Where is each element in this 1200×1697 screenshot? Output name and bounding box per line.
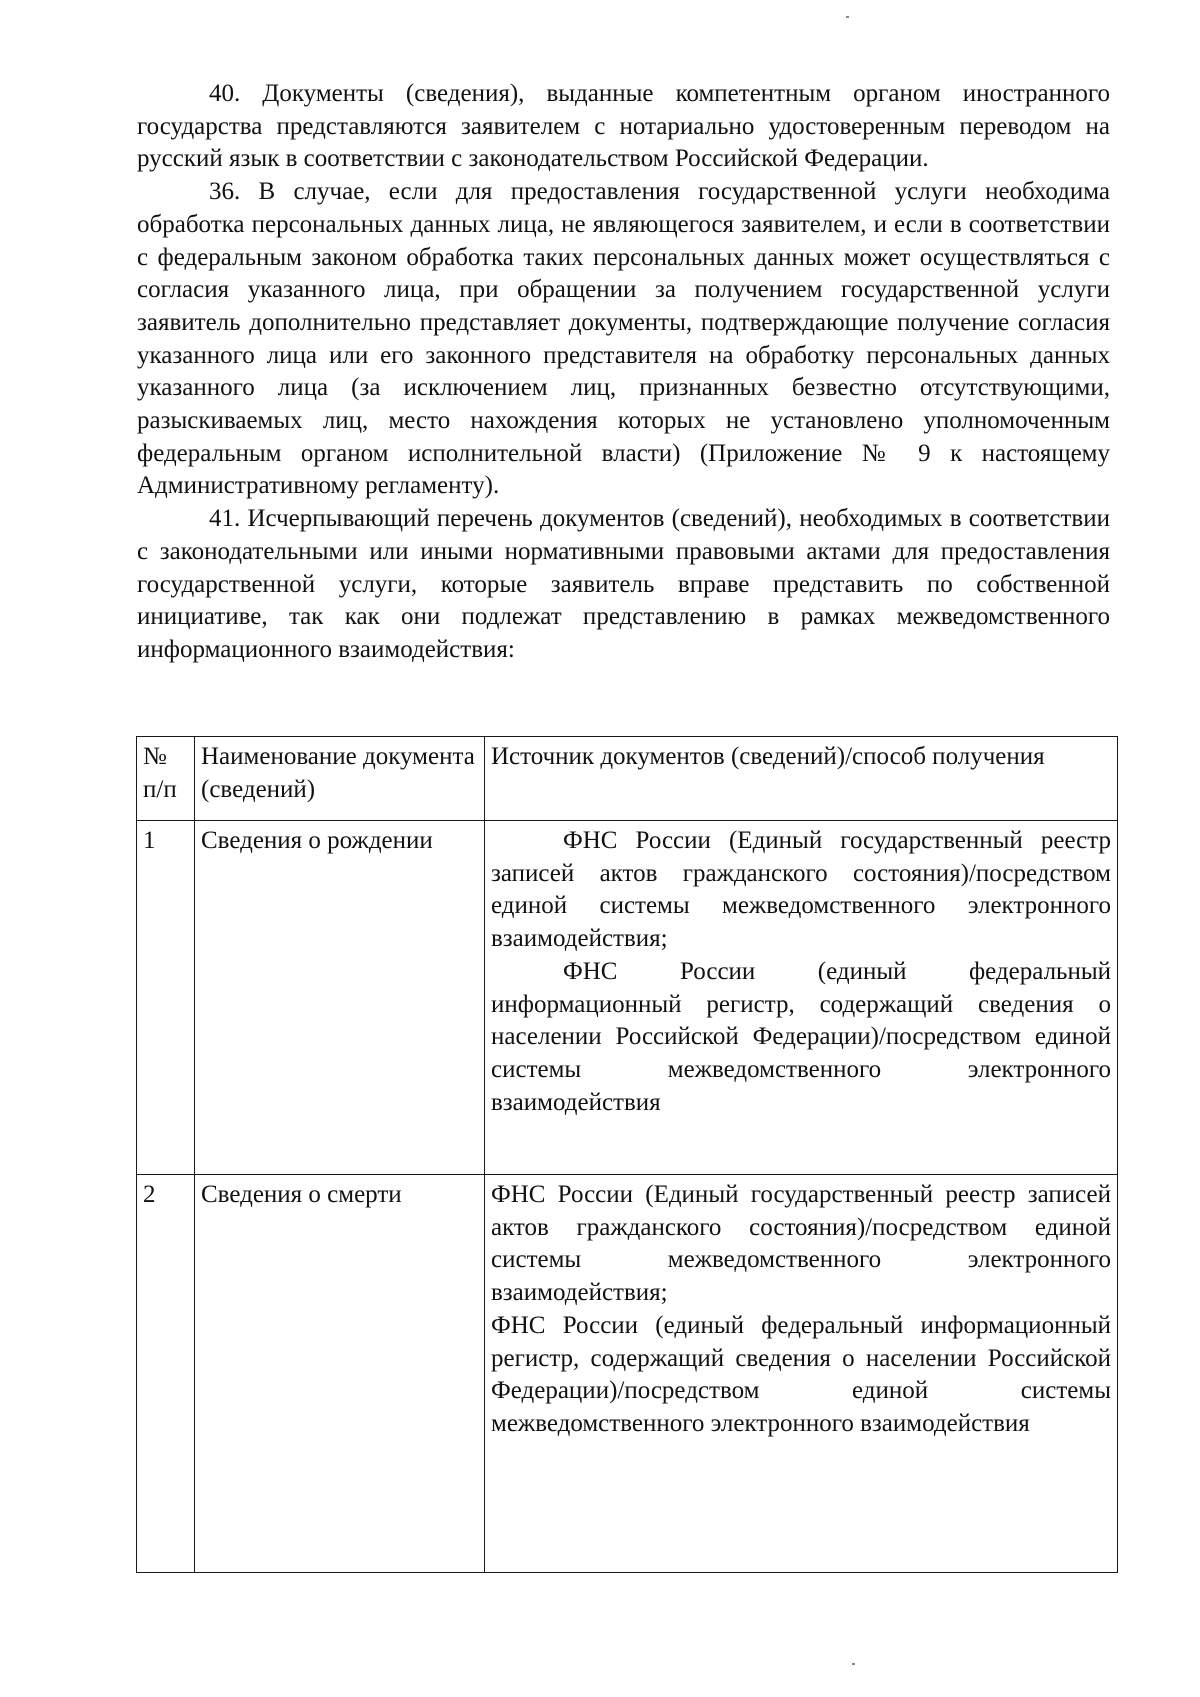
paragraph-41: 41. Исчерпывающий перечень документов (сведений), необходимых в соответствии с законодательными или иными нормативными правовыми актами для предоставления государственной услуги, которые заявитель вправе представить по собственной инициативе, так как они подлежат представлению в рамках межведомственного информационного взаимодействия: — [137, 505, 1110, 663]
row-sources — [485, 1175, 1118, 1573]
paragraph-36: 36. В случае, если для предоставления государственной услуги необходима обработка персональных данных лица, не являющегося заявителем, и если в соответствии с федеральным законом обработка таких персональных данных может осуществляться с согласия указанного лица, при обращении за получением государственной услуги заявитель дополнительно представляет документы, подтверждающие получение согласия указанного лица или его законного представителя на обработку персональных данных указанного лица (за исключением лиц, признанных безвестно отсутствующими, разыскиваемых лиц, место нахождения которых не установлено уполномоченным федеральным органом исполнительной власти) (Приложение № 9 к настоящему Административному регламенту). — [137, 178, 1110, 500]
row-document-name: Сведения о рождении — [195, 821, 485, 1175]
row-number: 2 — [137, 1175, 195, 1573]
source-entry: ФНС России (единый федеральный информационный регистр, содержащий сведения о населении Российской Федерации)/посредством единой системы межведомственного электронного взаимодействия — [491, 1311, 1111, 1437]
table-row — [137, 821, 1118, 1175]
header-name: Наименование документа (сведений) — [195, 737, 485, 821]
source-entry: ФНС России (Единый государственный реестр записей актов гражданского состояния)/посредством единой системы межведомственного электронного взаимодействия; — [491, 827, 1111, 953]
source-entry: ФНС России (единый федеральный информационный регистр, содержащий сведения о населении Российской Федерации)/посредством единой системы межведомственного электронного взаимодействия — [491, 957, 1111, 1116]
header-number: № п/п — [137, 737, 195, 821]
scan-speck — [852, 1663, 855, 1665]
paragraph-40: 40. Документы (сведения), выданные компетентным органом иностранного государства представляются заявителем с нотариально удостоверенным переводом на русский язык в соответствии с законодательством Российской Федерации. — [137, 80, 1110, 173]
source-entry: ФНС России (Единый государственный реестр записей актов гражданского состояния)/посредством единой системы межведомственного электронного взаимодействия; — [491, 1181, 1111, 1307]
documents-table — [136, 736, 1118, 1573]
scan-speck — [846, 16, 849, 18]
row-document-name: Сведения о смерти — [195, 1175, 485, 1573]
row-number: 1 — [137, 821, 195, 1175]
header-source: Источник документов (сведений)/способ получения — [485, 737, 1118, 821]
table-row — [137, 1175, 1118, 1573]
body-text — [137, 78, 1110, 667]
table-header-row — [137, 737, 1118, 821]
row-sources — [485, 821, 1118, 1175]
